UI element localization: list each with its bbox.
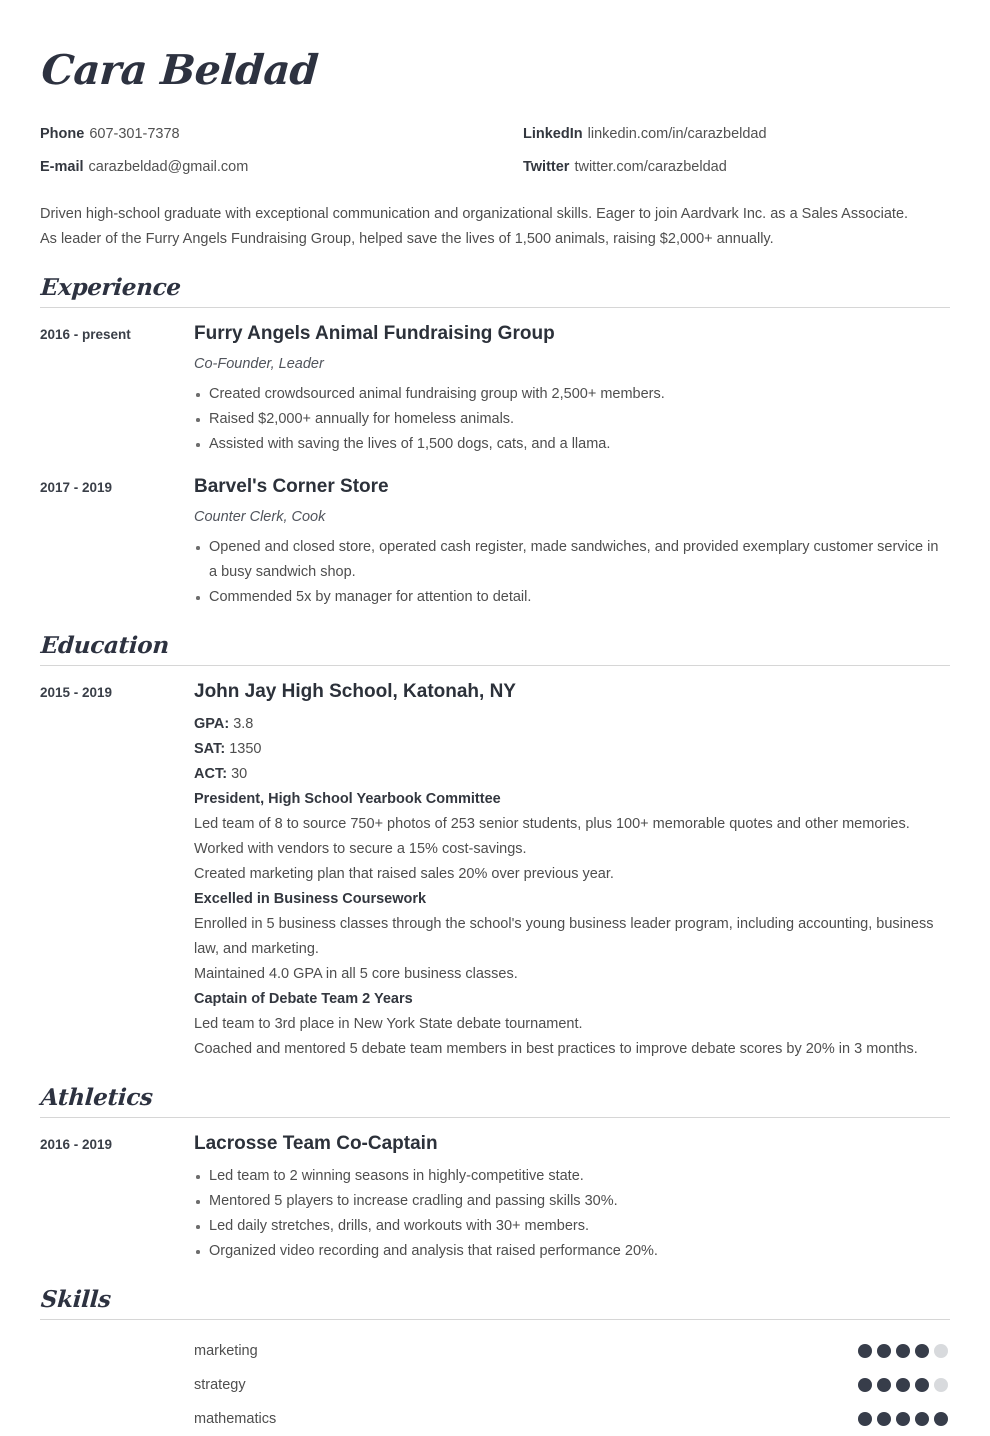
rating-dot-filled	[877, 1344, 891, 1358]
section-title-education: Education	[40, 632, 170, 660]
entry-body	[194, 1132, 950, 1264]
entry-date: 2015 - 2019	[40, 685, 113, 701]
section-divider-experience	[40, 307, 950, 308]
entry-subtitle: Co-Founder, Leader	[194, 356, 324, 373]
contact-value-email[interactable]: carazbeldad@gmail.com	[88, 159, 249, 176]
contact-details	[40, 118, 950, 184]
bullet-item: Mentored 5 players to increase cradling and passing skills 30%.	[194, 1189, 950, 1214]
section-divider-skills	[40, 1319, 950, 1320]
section-education	[40, 632, 950, 1062]
entry-bullets	[194, 1164, 950, 1264]
rating-dot-filled	[877, 1378, 891, 1392]
contact-label-phone: Phone	[40, 126, 85, 143]
entry-subtitle: Counter Clerk, Cook	[194, 509, 326, 526]
contact-label-email: E-mail	[40, 159, 84, 176]
rating-dot-filled	[858, 1344, 872, 1358]
stat-label: ACT:	[194, 766, 228, 783]
contact-value-linkedin[interactable]: linkedin.com/in/carazbeldad	[587, 126, 767, 143]
rating-dot-filled	[915, 1412, 929, 1426]
rating-dot-empty	[934, 1344, 948, 1358]
skill-row-marketing	[40, 1334, 950, 1368]
education-stat-act	[194, 762, 950, 787]
rating-dot-empty	[934, 1378, 948, 1392]
bullet-item: Led daily stretches, drills, and workouts with 30+ members.	[194, 1214, 950, 1239]
rating-dot-filled	[896, 1412, 910, 1426]
skill-name: strategy	[194, 1377, 246, 1394]
section-skills	[40, 1286, 950, 1436]
summary-section	[40, 202, 950, 252]
entry-date: 2016 - present	[40, 327, 131, 343]
skill-rating	[858, 1344, 950, 1358]
rating-dot-filled	[934, 1412, 948, 1426]
contact-row-phone	[40, 118, 495, 151]
skill-rating	[858, 1412, 950, 1426]
skills-list	[40, 1334, 950, 1436]
summary-line-2: As leader of the Furry Angels Fundraising Group, helped save the lives of 1,500 animals, raising $2,000+ annually.	[40, 231, 774, 248]
skill-name: marketing	[194, 1343, 258, 1360]
section-experience	[40, 274, 950, 610]
rating-dot-filled	[858, 1412, 872, 1426]
group-line: Coached and mentored 5 debate team members in best practices to improve debate scores by 20% in 3 months.	[194, 1041, 918, 1058]
bullet-item: Organized video recording and analysis that raised performance 20%.	[194, 1239, 950, 1264]
education-group-yearbook	[194, 787, 950, 887]
contact-column-left	[40, 118, 495, 184]
rating-dot-filled	[877, 1412, 891, 1426]
bullet-item: Opened and closed store, operated cash register, made sandwiches, and provided exemplary customer service in a busy sandwich shop.	[194, 535, 950, 585]
bullet-item: Created crowdsourced animal fundraising group with 2,500+ members.	[194, 382, 950, 407]
education-entry	[40, 680, 950, 1062]
entry-body	[194, 322, 950, 457]
education-group-business	[194, 887, 950, 987]
contact-row-twitter	[523, 151, 950, 184]
education-stat-sat	[194, 737, 950, 762]
page-title: Cara Beldad	[39, 46, 320, 94]
group-line: Led team to 3rd place in New York State debate tournament.	[194, 1016, 583, 1033]
section-divider-education	[40, 665, 950, 666]
skill-name: mathematics	[194, 1411, 277, 1428]
skill-rating	[858, 1378, 950, 1392]
bullet-item: Led team to 2 winning seasons in highly-competitive state.	[194, 1164, 950, 1189]
entry-bullets	[194, 535, 950, 610]
contact-label-linkedin: LinkedIn	[523, 126, 583, 143]
section-athletics	[40, 1084, 950, 1264]
skill-row-mathematics	[40, 1402, 950, 1436]
entry-date: 2017 - 2019	[40, 480, 113, 496]
experience-entry	[40, 475, 950, 610]
entry-title: Lacrosse Team Co-Captain	[194, 1133, 438, 1155]
rating-dot-filled	[896, 1378, 910, 1392]
group-line: Maintained 4.0 GPA in all 5 core business classes.	[194, 966, 518, 983]
summary-line-1: Driven high-school graduate with exceptional communication and organizational skills. Eager to join Aardvark Inc. as a Sales Associate.	[40, 206, 909, 223]
entry-bullets	[194, 382, 950, 457]
skill-row-strategy	[40, 1368, 950, 1402]
entry-date: 2016 - 2019	[40, 1137, 113, 1153]
entry-body	[194, 680, 950, 1062]
contact-value-twitter[interactable]: twitter.com/carazbeldad	[574, 159, 727, 176]
contact-row-linkedin	[523, 118, 950, 151]
group-line: Created marketing plan that raised sales 20% over previous year.	[194, 866, 614, 883]
rating-dot-filled	[915, 1378, 929, 1392]
group-line: Led team of 8 to source 750+ photos of 253 senior students, plus 100+ memorable quotes and other memories.	[194, 816, 910, 833]
stat-value: 3.8	[233, 716, 254, 733]
section-title-skills: Skills	[40, 1286, 112, 1314]
entry-title: Furry Angels Animal Fundraising Group	[194, 323, 555, 345]
section-title-athletics: Athletics	[40, 1084, 154, 1112]
contact-value-phone: 607-301-7378	[89, 126, 180, 143]
entry-title: Barvel's Corner Store	[194, 476, 389, 498]
education-group-debate	[194, 987, 950, 1062]
contact-label-twitter: Twitter	[523, 159, 570, 176]
education-stat-gpa	[194, 712, 950, 737]
stat-label: GPA:	[194, 716, 230, 733]
stat-label: SAT:	[194, 741, 226, 758]
entry-title: John Jay High School, Katonah, NY	[194, 681, 516, 703]
rating-dot-filled	[915, 1344, 929, 1358]
entry-body	[194, 475, 950, 610]
contact-row-email	[40, 151, 495, 184]
bullet-item: Commended 5x by manager for attention to detail.	[194, 585, 950, 610]
contact-column-right	[495, 118, 950, 184]
rating-dot-filled	[896, 1344, 910, 1358]
stat-value: 1350	[229, 741, 262, 758]
group-heading: Captain of Debate Team 2 Years	[194, 991, 413, 1008]
section-divider-athletics	[40, 1117, 950, 1118]
group-line: Worked with vendors to secure a 15% cost-savings.	[194, 841, 527, 858]
athletics-entry	[40, 1132, 950, 1264]
group-heading: Excelled in Business Coursework	[194, 891, 427, 908]
group-heading: President, High School Yearbook Committee	[194, 791, 501, 808]
bullet-item: Raised $2,000+ annually for homeless animals.	[194, 407, 950, 432]
bullet-item: Assisted with saving the lives of 1,500 dogs, cats, and a llama.	[194, 432, 950, 457]
stat-value: 30	[231, 766, 248, 783]
group-line: Enrolled in 5 business classes through the school's young business leader program, including accounting, business law, and marketing.	[194, 916, 934, 958]
rating-dot-filled	[858, 1378, 872, 1392]
resume-header	[40, 40, 950, 252]
experience-entry	[40, 322, 950, 457]
section-title-experience: Experience	[40, 274, 182, 302]
